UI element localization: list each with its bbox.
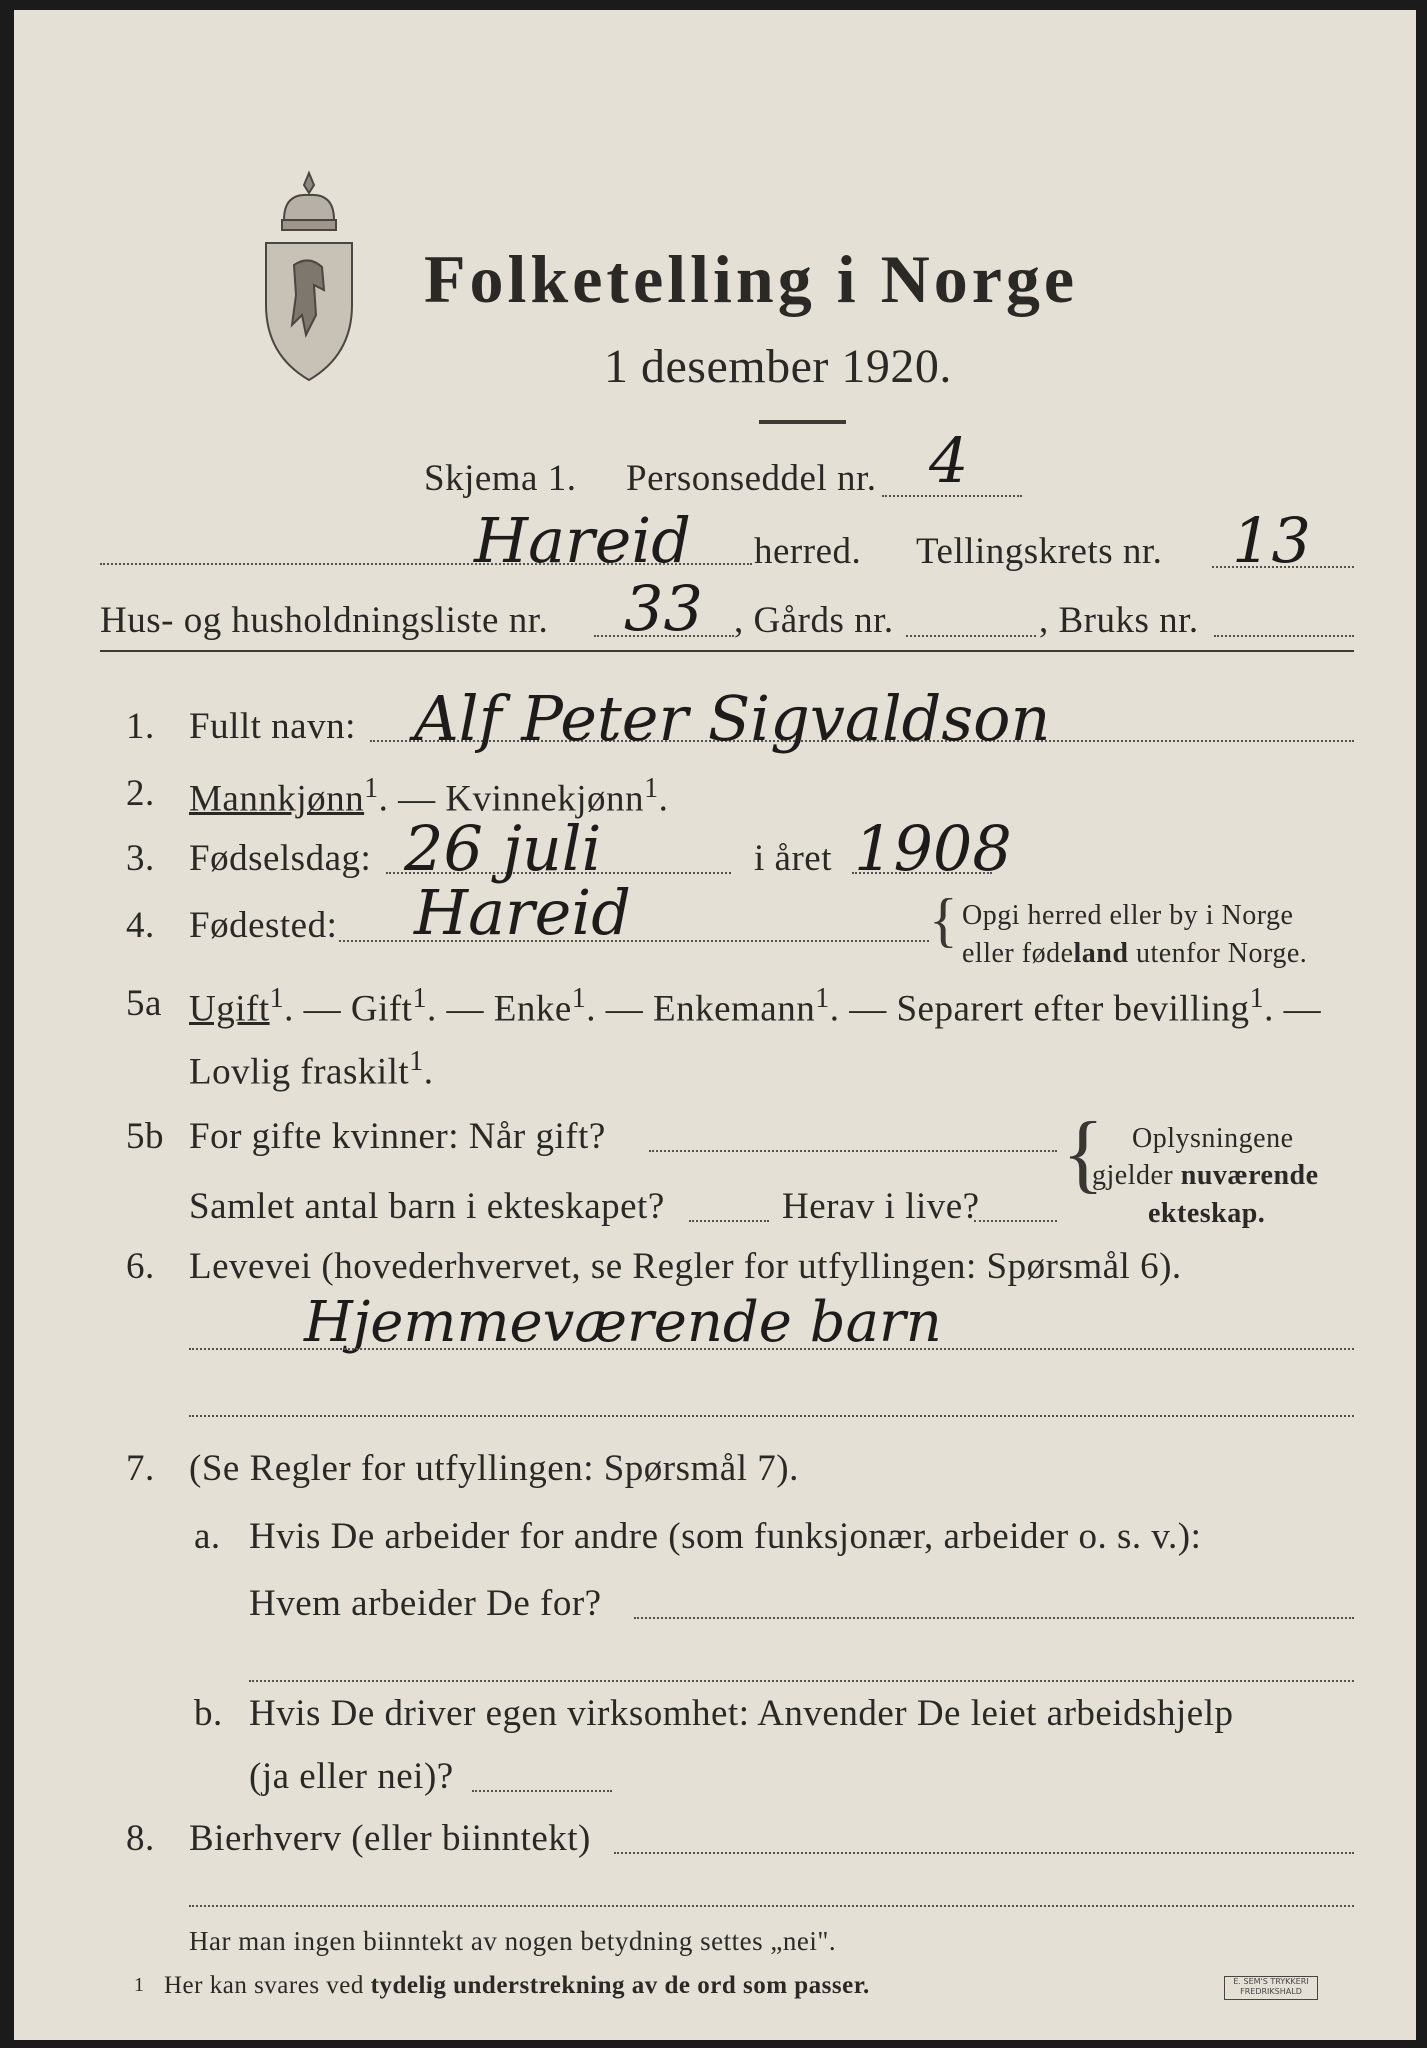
- q5b-brace: {: [1062, 1105, 1105, 1202]
- female-option[interactable]: Kvinnekjønn: [445, 778, 645, 820]
- q8-field-line-2: [189, 1905, 1354, 1907]
- norway-coat-of-arms-icon: [254, 165, 364, 390]
- q8-label: Bierhverv (eller biinntekt): [189, 1818, 591, 1859]
- tellingskrets-value[interactable]: 13: [1232, 504, 1311, 577]
- gards-label: , Gårds nr.: [734, 600, 894, 641]
- q6-field-line-2: [189, 1415, 1354, 1417]
- q5b-note2: gjelder nuværende: [1092, 1160, 1319, 1191]
- gift-option[interactable]: Gift: [350, 988, 413, 1030]
- male-option[interactable]: Mannkjønn: [189, 778, 365, 820]
- census-date: 1 desember 1920.: [604, 340, 952, 393]
- enke-option[interactable]: Enke: [493, 988, 572, 1030]
- footnote-mark: 1: [134, 1974, 145, 1996]
- printer-stamp: E. SEM'S TRYKKERI FREDRIKSHALD: [1224, 1976, 1318, 2000]
- q5a-options: Ugift$^1$. — Gift$^1$. — Enke$^1$. — Enkemann$^1$. — Separert efter bevilling$^1$. —: [189, 983, 1322, 1030]
- gards-field-line: [906, 635, 1036, 637]
- q7b-text: Hvis De driver egen virksomhet: Anvender De leiet arbeidshjelp: [249, 1693, 1234, 1734]
- fraskilt-option[interactable]: Lovlig fraskilt: [189, 1051, 410, 1093]
- q7a-question: Hvem arbeider De for?: [249, 1583, 602, 1624]
- q6-label: Levevei (hovederhvervet, se Regler for utfyllingen: Spørsmål 6).: [189, 1246, 1182, 1287]
- q4-number: 4.: [126, 905, 155, 946]
- form-title: Folketelling i Norge: [424, 241, 1079, 317]
- herred-label: herred.: [754, 531, 862, 572]
- q5a-line2: Lovlig fraskilt$^1$.: [189, 1046, 434, 1093]
- personseddel-value[interactable]: 4: [929, 424, 969, 497]
- q7b-mark: b.: [194, 1693, 223, 1734]
- footnote-text: Her kan svares ved tydelig understrekning av de ord som passer.: [164, 1972, 870, 1999]
- q5b-number: 5b: [126, 1116, 164, 1157]
- title-divider: [759, 420, 846, 424]
- full-name-value[interactable]: Alf Peter Sigvaldson: [414, 682, 1051, 755]
- q5b-children-label: Samlet antal barn i ekteskapet?: [189, 1186, 665, 1227]
- q1-number: 1.: [126, 706, 155, 747]
- q8-field-line-1: [614, 1852, 1354, 1854]
- bruks-field-line: [1214, 635, 1354, 637]
- husliste-label: Hus- og husholdningsliste nr.: [100, 600, 549, 641]
- q6-field-line-1: [189, 1348, 1354, 1350]
- q4-note-line1: Opgi herred eller by i Norge: [962, 900, 1294, 931]
- q3-number: 3.: [126, 838, 155, 879]
- q7a-field-line-2: [249, 1680, 1354, 1682]
- q5b-alive-field-line: [974, 1220, 1057, 1222]
- q7b-question: (ja eller nei)?: [249, 1756, 454, 1797]
- q5b-note3: ekteskap.: [1148, 1198, 1266, 1229]
- q2-number: 2.: [126, 773, 155, 814]
- q7b-field-line: [472, 1790, 612, 1792]
- census-form-page: [14, 10, 1416, 2040]
- q7a-text: Hvis De arbeider for andre (som funksjonær, arbeider o. s. v.):: [249, 1516, 1202, 1557]
- birthplace-value[interactable]: Hareid: [414, 876, 631, 949]
- bruks-label: , Bruks nr.: [1039, 600, 1199, 641]
- q4-label: Fødested:: [189, 905, 338, 946]
- q4-brace: {: [929, 887, 958, 953]
- q7a-mark: a.: [194, 1516, 221, 1557]
- q5b-line1: For gifte kvinner: Når gift?: [189, 1116, 606, 1157]
- year-label: i året: [754, 838, 832, 879]
- tellingskrets-label: Tellingskrets nr.: [916, 531, 1163, 572]
- q8-note: Har man ingen biinntekt av nogen betydning settes „nei".: [189, 1926, 837, 1956]
- q5b-married-field-line: [649, 1150, 1057, 1152]
- q7-number: 7.: [126, 1448, 155, 1489]
- q5b-children-field-line: [689, 1220, 769, 1222]
- q6-number: 6.: [126, 1246, 155, 1287]
- header-separator: [100, 650, 1354, 652]
- herred-value[interactable]: Hareid: [474, 504, 691, 577]
- q5b-alive-label: Herav i live?: [782, 1186, 980, 1227]
- separert-option[interactable]: Separert efter bevilling: [896, 988, 1250, 1030]
- husliste-value[interactable]: 33: [624, 572, 703, 645]
- q5a-number: 5a: [126, 983, 162, 1024]
- personseddel-label: Personseddel nr.: [626, 458, 877, 499]
- q8-number: 8.: [126, 1818, 155, 1859]
- birth-year-value[interactable]: 1908: [854, 812, 1012, 885]
- skjema-label: Skjema 1.: [424, 458, 577, 499]
- q7a-field-line-1: [634, 1617, 1354, 1619]
- q7-label: (Se Regler for utfyllingen: Spørsmål 7).: [189, 1448, 799, 1489]
- q1-label: Fullt navn:: [189, 706, 356, 747]
- ugift-option[interactable]: Ugift: [189, 988, 270, 1030]
- birthdate-value[interactable]: 26 juli: [404, 812, 602, 885]
- q3-label: Fødselsdag:: [189, 838, 372, 879]
- q5b-note1: Oplysningene: [1132, 1123, 1294, 1154]
- q2-options: Mannkjønn$^1$. — Kvinnekjønn$^1$.: [189, 773, 669, 820]
- q4-note-line2: eller fødeland utenfor Norge.: [962, 938, 1308, 969]
- occupation-value[interactable]: Hjemmeværende barn: [304, 1290, 942, 1355]
- enkemann-option[interactable]: Enkemann: [653, 988, 816, 1030]
